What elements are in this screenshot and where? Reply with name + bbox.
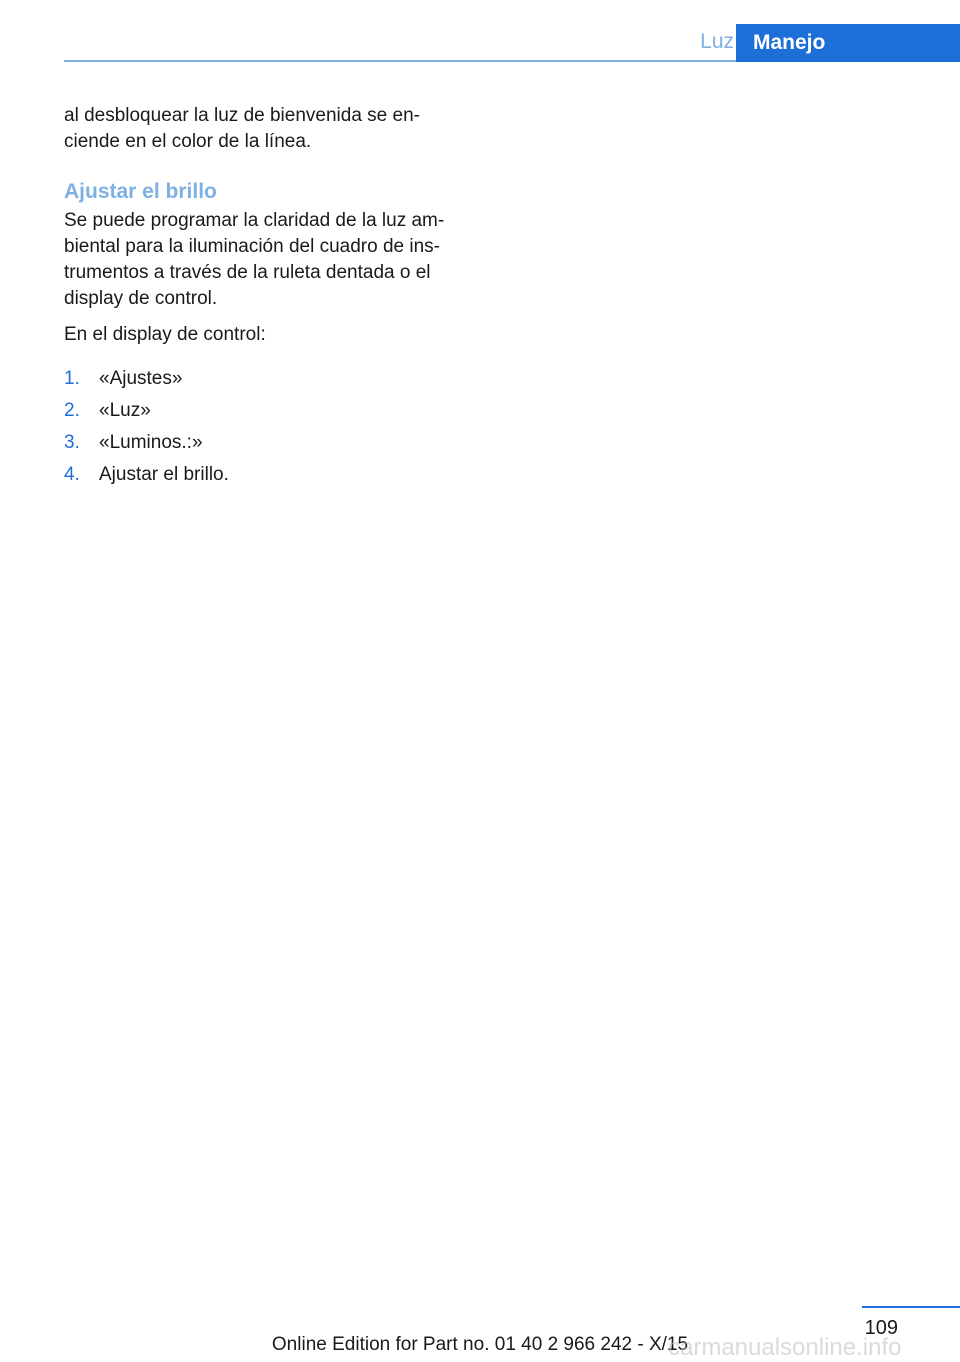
lead-paragraph: En el display de control: [64, 324, 266, 345]
intro-paragraph: al desbloquear la luz de bienvenida se en‐ ciende en el color de la línea. [64, 105, 420, 152]
header-chapter-tab: Manejo [736, 24, 960, 62]
step-number: 4. [64, 464, 80, 485]
page-number: 109 [864, 1317, 898, 1339]
step-item [64, 398, 464, 430]
steps-list [64, 366, 464, 494]
step-number: 1. [64, 368, 80, 389]
watermark: carmanualsonline.info [668, 1334, 902, 1361]
step-item [64, 366, 464, 398]
step-text: «Luminos.:» [99, 432, 203, 453]
page-content [64, 103, 464, 494]
step-item [64, 462, 464, 494]
step-item [64, 430, 464, 462]
step-number: 2. [64, 400, 80, 421]
header-section-label: Luz [700, 30, 734, 53]
body-paragraph: Se puede programar la claridad de la luz am‐ biental para la iluminación del cuadro de ins‐ trumentos a través de la ruleta dentada o el display de control. [64, 210, 445, 309]
step-text: «Ajustes» [99, 368, 183, 389]
step-number: 3. [64, 432, 80, 453]
footer-rule [862, 1306, 960, 1308]
edition-line: Online Edition for Part no. 01 40 2 966 242 - X/15 [271, 1334, 689, 1355]
step-text: «Luz» [99, 400, 151, 421]
step-text: Ajustar el brillo. [99, 464, 229, 485]
section-heading: Ajustar el brillo [64, 180, 217, 203]
